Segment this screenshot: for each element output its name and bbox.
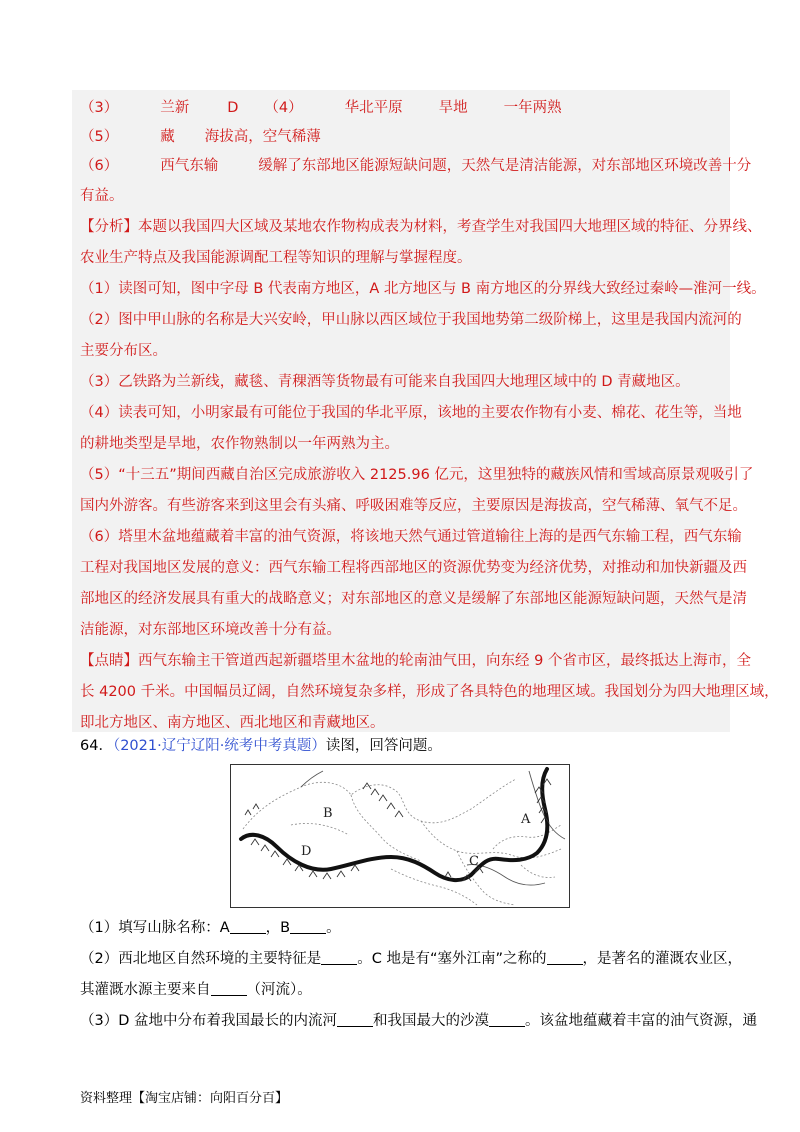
analysis-intro: 【分析】本题以我国四大区域及某地农作物构成表为材料，考查学生对我国四大地理区域的特征、分界线、 (80, 219, 762, 235)
analysis-p6-cont3: 洁能源，对东部地区环境改善十分有益。 (80, 622, 341, 638)
analysis-p6: （6）塔里木盆地蕴藏着丰富的油气资源，将该地天然气通过管道输往上海的是西气东输工程，西气东输 (80, 529, 742, 545)
map-label-c: C (469, 854, 479, 869)
tip-line-1: 【点睛】西气东输主干管道西起新疆塔里木盆地的轮南油气田，向东经 9 个省市区，最终抵达上海市，全 (80, 653, 751, 669)
analysis-p2: （2）图中甲山脉的名称是大兴安岭，甲山脉以西区域位于我国地势第二级阶梯上，这里是我国内流河的 (80, 312, 742, 328)
question-3: （3）D 盆地中分布着我国最长的内流河 和我国最大的沙漠 。该盆地蕴藏着丰富的油气资源，通 (80, 1013, 757, 1029)
question-2-cont: 其灌溉水源主要来自 （河流）。 (80, 982, 312, 998)
dividing-line (241, 769, 547, 880)
question-header (80, 736, 442, 756)
tip-line-2: 长 4200 千米。中国幅员辽阔，自然环境复杂多样，形成了各具特色的地理区域。我国划分为四大地理区域， (80, 684, 779, 700)
question-1: （1）填写山脉名称：A ，B 。 (80, 920, 341, 936)
analysis-p6-cont1: 工程对我国地区发展的意义：西气东输工程将西部地区的资源优势变为经济优势，对推动和加快新疆及西 (80, 560, 747, 576)
answer-line-5: （5） 藏 海拔高，空气稀薄 (80, 129, 321, 145)
blank-q3-a[interactable] (337, 1012, 373, 1027)
analysis-p6-cont2: 部地区的经济发展具有重大的战略意义；对东部地区的意义是缓解了东部地区能源短缺问题，天然气是清 (80, 591, 747, 607)
analysis-p3: （3）乙铁路为兰新线，藏毯、青稞酒等货物最有可能来自我国四大地理区域中的 D 青藏地区。 (80, 374, 690, 390)
answer-line-6: （6） 西气东输 缓解了东部地区能源短缺问题，天然气是清洁能源，对东部地区环境改善十分 (80, 158, 752, 174)
map-label-b: B (323, 806, 333, 821)
blank-q1-a[interactable] (230, 919, 266, 934)
analysis-p5: （5）“十三五”期间西藏自治区完成旅游收入 2125.96 亿元，这里独特的藏族风情和雪域高原景观吸引了 (80, 467, 754, 483)
analysis-p4-cont: 的耕地类型是旱地，农作物熟制以一年两熟为主。 (80, 436, 399, 452)
question-source: （2021·辽宁辽阳·统考中考真题） (112, 738, 326, 754)
map-label-d: D (301, 844, 312, 859)
analysis-tag: 【分析】 (80, 219, 138, 235)
analysis-p4: （4）读表可知，小明家最有可能位于我国的华北平原，该地的主要农作物有小麦、棉花、花生等，当地 (80, 405, 742, 421)
question-number: 64． (80, 738, 113, 754)
blank-q2-a[interactable] (321, 950, 357, 965)
blank-q2-c[interactable] (211, 981, 247, 996)
analysis-p5-cont: 国内外游客。有些游客来到这里会有头痛、呼吸困难等反应，主要原因是海拔高，空气稀薄、氧气不足。 (80, 498, 747, 514)
tip-tag: 【点睛】 (80, 653, 138, 669)
blank-q2-b[interactable] (547, 950, 583, 965)
question-prompt: 读图，回答问题。 (325, 738, 442, 754)
tip-line-3: 即北方地区、南方地区、西北地区和青藏地区。 (80, 715, 385, 731)
blank-q1-b[interactable] (290, 919, 326, 934)
map-figure (230, 764, 570, 908)
analysis-p2-cont: 主要分布区。 (80, 343, 167, 359)
blank-q3-b[interactable] (489, 1012, 525, 1027)
answer-line-6-cont: 有益。 (80, 188, 124, 204)
question-2: （2）西北地区自然环境的主要特征是 。C 地是有“塞外江南”之称的 ，是著名的灌溉农业区， (80, 951, 742, 967)
map-label-a: A (521, 812, 531, 827)
answer-line-3: （3） 兰新 D （4） 华北平原 旱地 一年两熟 (80, 100, 562, 116)
map-svg (231, 765, 569, 907)
analysis-p1: （1）读图可知，图中字母 B 代表南方地区，A 北方地区与 B 南方地区的分界线大致经过秦岭—淮河一线。 (80, 281, 766, 297)
footer: 资料整理【淘宝店铺：向阳百分百】 (80, 1091, 289, 1106)
analysis-intro-cont: 农业生产特点及我国能源调配工程等知识的理解与掌握程度。 (80, 250, 472, 266)
